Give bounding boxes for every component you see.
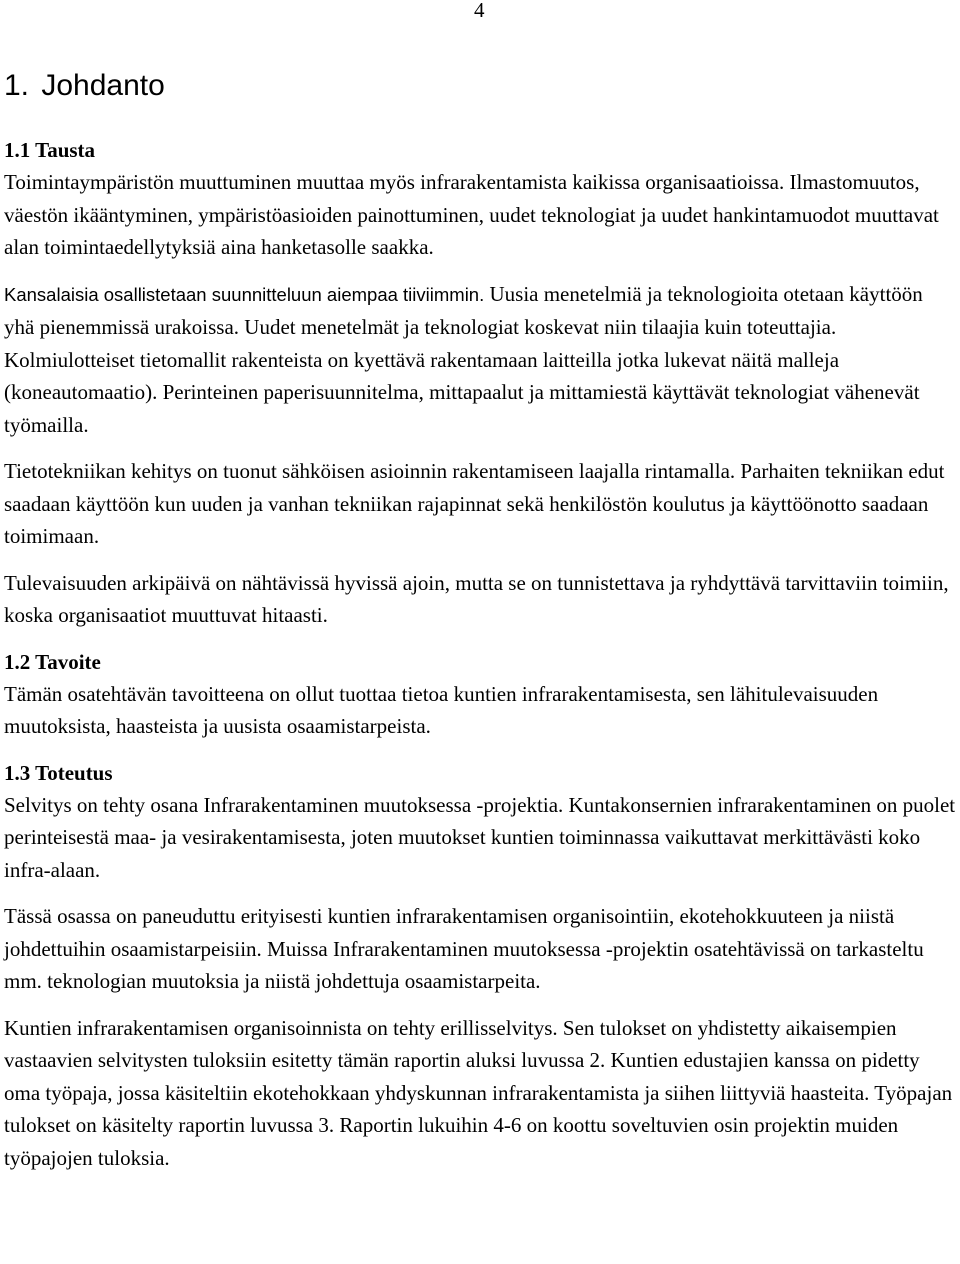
paragraph-tausta-3: Tietotekniikan kehitys on tuonut sähköisen asioinnin rakentamiseen laajalla rintamalla. Parhaiten tekniikan edut saadaan käyttöön kun uuden ja vanhan tekniikan rajapinnat sekä henkilöstön koulutus ja käyttöönotto saadaan toimimaan. (4, 459, 945, 548)
section-heading-tavoite: 1.2 Tavoite (4, 649, 101, 674)
paragraph-tausta-1 (4, 166, 958, 264)
paragraph-tausta-2-serif: Uusia menetelmiä ja teknologioita otetaan käyttöön yhä pienemmissä urakoissa. Uudet menetelmät ja teknologiat koskevat niin tilaajia kuin toteuttajia. Kolmiulotteiset tietomallit rakenteista on kyettävä rakentamaan laitteilla jotka lukevat näitä malleja (koneautomaatio). Perinteinen paperisuunnitelma, mittapaalut ja mittamiestä käyttävät teknologiat vähenevät työmailla. (4, 281, 923, 437)
paragraph-toteutus-2: Tässä osassa on paneuduttu erityisesti kuntien infrarakentamisen organisointiin, ekotehokkuuteen ja niistä johdettuihin osaamistarpeisiin. Muissa Infrarakentaminen muutoksessa -projektin osatehtävissä on tarkasteltu mm. teknologian muutoksia ja niistä johdettuja osaamistarpeita. (4, 904, 924, 993)
document-body (4, 134, 958, 1174)
paragraph-tausta-1-a: Toimintaympäristön muuttuminen muuttaa myös infrarakentamista kaikissa organisaatioissa. (4, 170, 785, 194)
section-heading-tausta: 1.1 Tausta (4, 138, 96, 162)
paragraph-tausta-2-sans: Kansalaisia osallistetaan suunnitteluun aiempaa tiiviimmin. (4, 283, 485, 305)
paragraph-tausta-2 (4, 278, 958, 442)
chapter-title: 1. Johdanto (4, 69, 165, 102)
page-number: 4 (474, 0, 485, 22)
section-heading-toteutus: 1.3 Toteutus (4, 760, 113, 785)
paragraph-tausta-4: Tulevaisuuden arkipäivä on nähtävissä hyvissä ajoin, mutta se on tunnistettava ja ryhdyttävä tarvittaviin toimiin, koska organisaatiot muuttuvat hitaasti. (4, 570, 949, 627)
paragraph-tavoite-1: Tämän osatehtävän tavoitteena on ollut tuottaa tietoa kuntien infrarakentamisesta, sen lähitulevaisuuden muutoksista, haasteista ja uusista osaamistarpeista. (4, 681, 879, 738)
paragraph-toteutus-3: Kuntien infrarakentamisen organisoinnista on tehty erillisselvitys. Sen tulokset on yhdistetty aikaisempien vastaavien selvitysten tuloksiin esitetty tämän raportin aluksi luvussa 2. Kuntien edustajien kanssa on pidetty oma työpaja, jossa käsiteltiin ekotehokkaan yhdyskunnan infrarakentamista ja siihen liittyviä haasteita. Työpajan tulokset on käsitelty raportin luvussa 3. Raportin lukuihin 4-6 on koottu soveltuvien osin projektin muiden työpajojen tuloksia. (4, 1015, 953, 1170)
paragraph-toteutus-1: Selvitys on tehty osana Infrarakentaminen muutoksessa -projektia. Kuntakonsernien infrarakentaminen on puolet perinteisestä maa- ja vesirakentamisesta, joten muutokset kuntien toiminnassa vaikuttavat merkittävästi koko infra-alaan. (4, 792, 956, 882)
paragraph-tausta-1-b: Ilmastomuutos, väestön ikääntyminen, ympäristöasioiden painottuminen, uudet teknologiat ja uudet hankintamuodot muuttavat alan toimintaedellytyksiä aina hanketasolle saakka. (4, 170, 939, 259)
